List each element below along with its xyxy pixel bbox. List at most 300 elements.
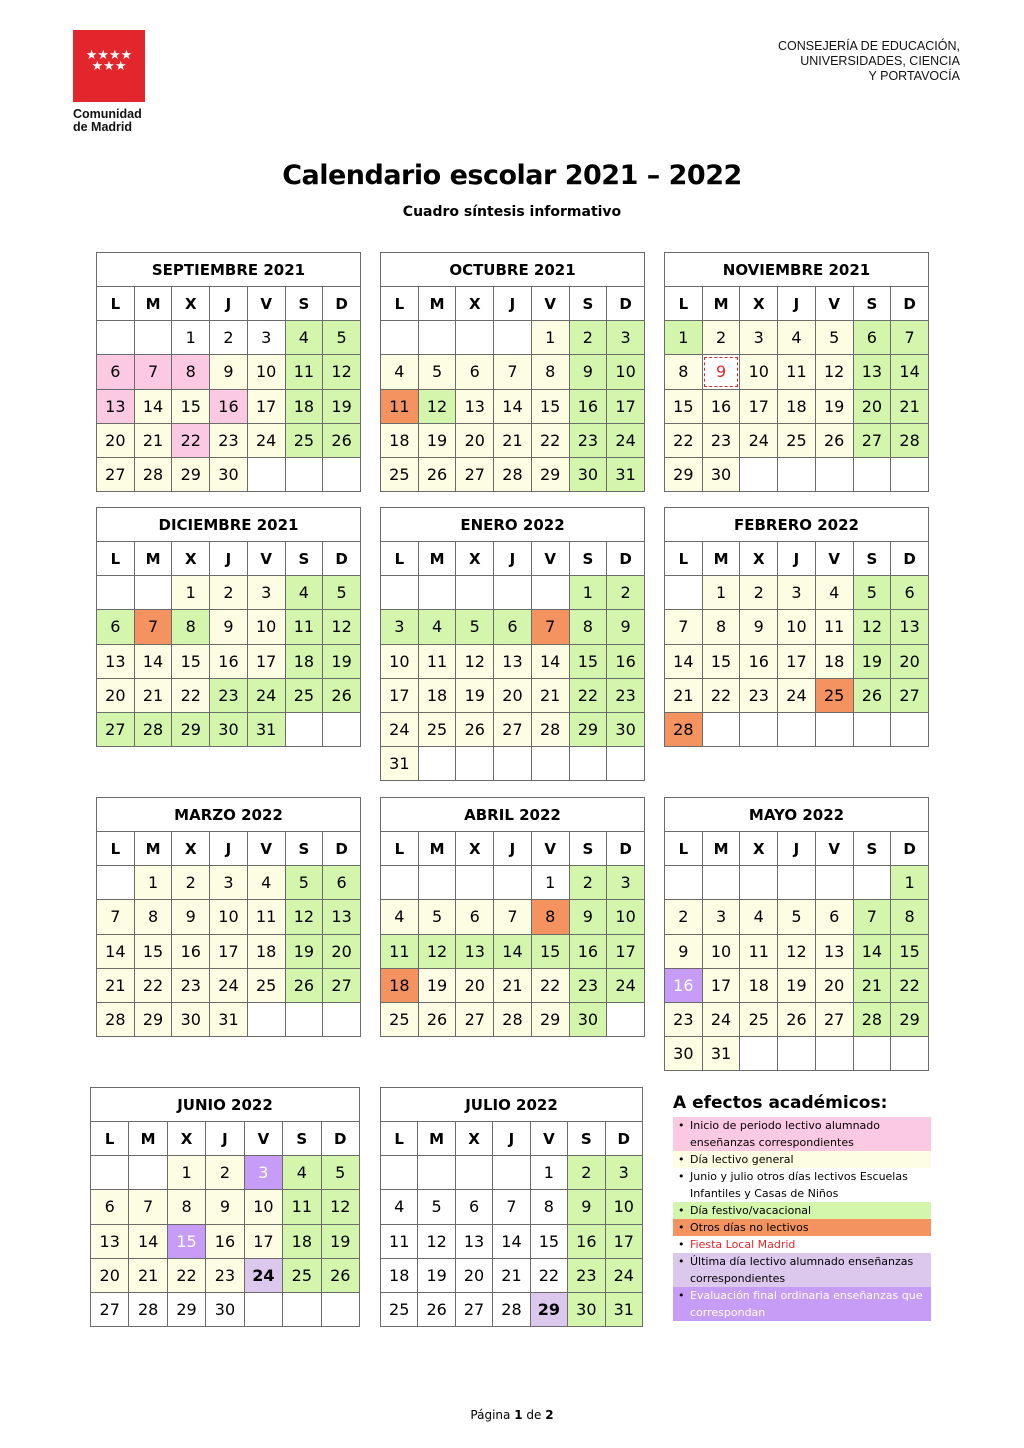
day-cell: 12: [418, 389, 456, 423]
day-cell: 17: [605, 1224, 642, 1258]
day-cell: 3: [740, 321, 778, 355]
day-cell: 23: [569, 968, 607, 1002]
month-calendar: [96, 507, 361, 747]
day-cell: 3: [244, 1156, 282, 1190]
day-cell: 13: [815, 934, 853, 968]
weekday-header: J: [494, 287, 532, 321]
day-cell: 1: [891, 866, 929, 900]
day-cell: 18: [283, 1224, 321, 1258]
department-line-1: CONSEJERÍA DE EDUCACIÓN,: [778, 39, 960, 53]
day-cell: 23: [702, 423, 740, 457]
weekday-header: L: [381, 1122, 418, 1156]
week-row: [665, 423, 929, 457]
day-cell: 7: [134, 355, 172, 389]
day-cell: 2: [569, 866, 607, 900]
day-cell: 1: [530, 1156, 567, 1190]
empty-cell: [891, 1037, 929, 1071]
day-cell: 22: [569, 678, 607, 712]
day-cell: 23: [568, 1258, 605, 1292]
day-cell: 2: [702, 321, 740, 355]
day-cell: 1: [665, 321, 703, 355]
day-cell: 30: [607, 712, 645, 746]
week-row: [665, 355, 929, 389]
weekday-header: D: [323, 832, 361, 866]
legend-item: • Última día lectivo alumnado enseñanzas correspondientes: [673, 1253, 931, 1287]
weekday-header: M: [702, 287, 740, 321]
day-cell: 30: [210, 712, 248, 746]
legend-item: • Inicio de periodo lectivo alumnado enseñanzas correspondientes: [673, 1117, 931, 1151]
day-cell: 23: [210, 423, 248, 457]
week-row: [665, 866, 929, 900]
day-cell: 30: [665, 1037, 703, 1071]
day-cell: 20: [891, 644, 929, 678]
day-cell: 24: [247, 678, 285, 712]
day-cell: 2: [206, 1156, 244, 1190]
weekday-header: D: [323, 287, 361, 321]
day-cell: 16: [702, 389, 740, 423]
empty-cell: [494, 747, 532, 781]
day-cell: 16: [206, 1224, 244, 1258]
empty-cell: [97, 576, 135, 610]
weekday-header: L: [381, 287, 419, 321]
weekday-header: X: [456, 832, 494, 866]
day-cell: 15: [172, 389, 210, 423]
day-cell: 4: [381, 1190, 418, 1224]
weekday-header: J: [778, 832, 816, 866]
day-cell: 9: [665, 934, 703, 968]
weekday-header: D: [891, 287, 929, 321]
day-cell: 2: [210, 321, 248, 355]
day-cell: 27: [455, 1292, 492, 1326]
empty-cell: [244, 1292, 282, 1326]
empty-cell: [456, 321, 494, 355]
weekday-header: M: [129, 1122, 167, 1156]
weekday-header: M: [418, 1122, 455, 1156]
empty-cell: [531, 747, 569, 781]
day-cell: 23: [569, 423, 607, 457]
day-cell: 7: [494, 355, 532, 389]
empty-cell: [815, 457, 853, 491]
day-cell: 30: [569, 1002, 607, 1036]
day-cell: 8: [530, 1190, 567, 1224]
month-name: OCTUBRE 2021: [381, 253, 645, 287]
day-cell: 6: [91, 1190, 129, 1224]
day-cell: 6: [456, 900, 494, 934]
empty-cell: [323, 457, 361, 491]
day-cell: 19: [323, 644, 361, 678]
day-cell: 28: [494, 457, 532, 491]
day-cell: 25: [283, 1258, 321, 1292]
day-cell: 16: [210, 389, 248, 423]
day-cell: 20: [456, 968, 494, 1002]
empty-cell: [778, 457, 816, 491]
week-row: [381, 747, 645, 781]
day-cell: 11: [285, 355, 323, 389]
day-cell: 26: [323, 423, 361, 457]
day-cell: 16: [607, 644, 645, 678]
day-cell: 27: [815, 1002, 853, 1036]
day-cell: 9: [210, 610, 248, 644]
day-cell: 25: [740, 1002, 778, 1036]
day-cell: 18: [247, 934, 285, 968]
empty-cell: [778, 712, 816, 746]
day-cell: 24: [778, 678, 816, 712]
day-cell: 17: [247, 644, 285, 678]
day-cell: 27: [456, 457, 494, 491]
weekday-header: S: [853, 542, 891, 576]
day-cell: 5: [323, 576, 361, 610]
day-cell: 15: [172, 644, 210, 678]
day-cell: 30: [210, 457, 248, 491]
month-name: MAYO 2022: [665, 798, 929, 832]
day-cell: 21: [134, 423, 172, 457]
footer-page-number: 1: [514, 1408, 523, 1422]
day-cell: 1: [167, 1156, 205, 1190]
week-row: [381, 576, 645, 610]
day-cell: 24: [381, 712, 419, 746]
week-row: [97, 900, 361, 934]
day-cell: 11: [740, 934, 778, 968]
week-row: [97, 644, 361, 678]
day-cell: 11: [283, 1190, 321, 1224]
empty-cell: [740, 866, 778, 900]
day-cell: 25: [285, 678, 323, 712]
weekday-header: L: [97, 542, 135, 576]
day-cell: 10: [210, 900, 248, 934]
empty-cell: [381, 576, 419, 610]
day-cell: 14: [665, 644, 703, 678]
day-cell: 9: [702, 355, 740, 389]
day-cell: 16: [210, 644, 248, 678]
week-row: [381, 900, 645, 934]
empty-cell: [607, 747, 645, 781]
day-cell: 7: [665, 610, 703, 644]
empty-cell: [853, 457, 891, 491]
week-row: [381, 968, 645, 1002]
week-row: [381, 389, 645, 423]
day-cell: 6: [853, 321, 891, 355]
day-cell: 21: [494, 968, 532, 1002]
day-cell: 22: [665, 423, 703, 457]
week-row: [97, 423, 361, 457]
week-row: [381, 866, 645, 900]
day-cell: 16: [569, 934, 607, 968]
weekday-header: D: [891, 542, 929, 576]
empty-cell: [494, 576, 532, 610]
week-row: [97, 389, 361, 423]
day-cell: 4: [381, 355, 419, 389]
day-cell: 26: [456, 712, 494, 746]
day-cell: 31: [210, 1002, 248, 1036]
empty-cell: [418, 747, 456, 781]
page-footer: [0, 1408, 1024, 1422]
day-cell: 5: [285, 866, 323, 900]
day-cell: 28: [134, 712, 172, 746]
day-cell: 16: [740, 644, 778, 678]
weekday-header: L: [381, 832, 419, 866]
weekday-header: S: [853, 287, 891, 321]
day-cell: 29: [665, 457, 703, 491]
weekday-header: D: [607, 832, 645, 866]
day-cell: 4: [247, 866, 285, 900]
day-cell: 30: [569, 457, 607, 491]
week-row: [97, 678, 361, 712]
day-cell: 9: [206, 1190, 244, 1224]
day-cell: 14: [891, 355, 929, 389]
day-cell: 11: [285, 610, 323, 644]
day-cell: 3: [247, 321, 285, 355]
weekday-header: X: [740, 287, 778, 321]
day-cell: 4: [418, 610, 456, 644]
empty-cell: [815, 866, 853, 900]
weekday-header: V: [247, 287, 285, 321]
day-cell: 3: [607, 866, 645, 900]
day-cell: 31: [607, 457, 645, 491]
day-cell: 21: [891, 389, 929, 423]
month-calendar: [380, 1087, 643, 1327]
day-cell: 23: [172, 968, 210, 1002]
day-cell: 10: [607, 355, 645, 389]
weekday-header: M: [134, 832, 172, 866]
week-row: [665, 678, 929, 712]
empty-cell: [91, 1156, 129, 1190]
day-cell: 29: [167, 1292, 205, 1326]
day-cell: 5: [418, 1190, 455, 1224]
day-cell: 20: [455, 1258, 492, 1292]
day-cell: 14: [493, 1224, 530, 1258]
day-cell: 17: [607, 389, 645, 423]
day-cell: 26: [815, 423, 853, 457]
legend-item: • Fiesta Local Madrid: [673, 1236, 931, 1253]
weekday-header: D: [607, 542, 645, 576]
day-cell: 30: [172, 1002, 210, 1036]
empty-cell: [665, 866, 703, 900]
empty-cell: [247, 1002, 285, 1036]
day-cell: 31: [702, 1037, 740, 1071]
day-cell: 14: [97, 934, 135, 968]
day-cell: 21: [665, 678, 703, 712]
month-calendar: [96, 797, 361, 1037]
weekday-header: J: [494, 832, 532, 866]
month-calendar: [664, 252, 929, 492]
empty-cell: [456, 747, 494, 781]
day-cell: 16: [665, 968, 703, 1002]
day-cell: 4: [285, 321, 323, 355]
day-cell: 8: [702, 610, 740, 644]
day-cell: 13: [91, 1224, 129, 1258]
day-cell: 10: [702, 934, 740, 968]
day-cell: 18: [381, 423, 419, 457]
month-name: FEBRERO 2022: [665, 508, 929, 542]
legend-title: A efectos académicos:: [673, 1093, 888, 1113]
day-cell: 19: [418, 1258, 455, 1292]
empty-cell: [740, 712, 778, 746]
month-calendar: [664, 507, 929, 747]
month-name: JUNIO 2022: [91, 1088, 360, 1122]
logo-line-1: Comunidad: [73, 107, 142, 121]
week-row: [97, 712, 361, 746]
day-cell: 12: [418, 1224, 455, 1258]
day-cell: 17: [702, 968, 740, 1002]
weekday-header: L: [97, 287, 135, 321]
empty-cell: [493, 1156, 530, 1190]
day-cell: 5: [853, 576, 891, 610]
day-cell: 2: [210, 576, 248, 610]
day-cell: 11: [381, 389, 419, 423]
day-cell: 24: [605, 1258, 642, 1292]
week-row: [665, 576, 929, 610]
week-row: [381, 321, 645, 355]
empty-cell: [455, 1156, 492, 1190]
day-cell: 4: [815, 576, 853, 610]
day-cell: 21: [493, 1258, 530, 1292]
week-row: [97, 934, 361, 968]
day-cell: 1: [172, 576, 210, 610]
day-cell: 17: [778, 644, 816, 678]
weekday-header: J: [494, 542, 532, 576]
weekday-header: V: [247, 832, 285, 866]
day-cell: 24: [607, 423, 645, 457]
week-row: [381, 1258, 643, 1292]
day-cell: 29: [569, 712, 607, 746]
week-row: [91, 1190, 360, 1224]
day-cell: 20: [853, 389, 891, 423]
day-cell: 3: [605, 1156, 642, 1190]
day-cell: 24: [740, 423, 778, 457]
day-cell: 9: [569, 355, 607, 389]
weekday-header: X: [172, 542, 210, 576]
weekday-header: J: [206, 1122, 244, 1156]
day-cell: 30: [206, 1292, 244, 1326]
day-cell: 5: [418, 355, 456, 389]
day-cell: 5: [815, 321, 853, 355]
day-cell: 10: [605, 1190, 642, 1224]
empty-cell: [418, 576, 456, 610]
week-row: [97, 321, 361, 355]
day-cell: 10: [247, 355, 285, 389]
day-cell: 7: [493, 1190, 530, 1224]
day-cell: 3: [247, 576, 285, 610]
empty-cell: [381, 321, 419, 355]
weekday-header: J: [778, 287, 816, 321]
weekday-header: V: [815, 287, 853, 321]
day-cell: 13: [97, 644, 135, 678]
day-cell: 27: [494, 712, 532, 746]
day-cell: 11: [381, 1224, 418, 1258]
empty-cell: [381, 866, 419, 900]
day-cell: 20: [97, 423, 135, 457]
week-row: [381, 423, 645, 457]
day-cell: 15: [702, 644, 740, 678]
empty-cell: [418, 1156, 455, 1190]
day-cell: 19: [418, 423, 456, 457]
day-cell: 2: [665, 900, 703, 934]
month-name: ABRIL 2022: [381, 798, 645, 832]
day-cell: 13: [456, 389, 494, 423]
day-cell: 21: [97, 968, 135, 1002]
day-cell: 15: [891, 934, 929, 968]
day-cell: 22: [891, 968, 929, 1002]
day-cell: 16: [568, 1224, 605, 1258]
week-row: [381, 678, 645, 712]
day-cell: 10: [244, 1190, 282, 1224]
weekday-header: S: [568, 1122, 605, 1156]
day-cell: 15: [665, 389, 703, 423]
day-cell: 12: [285, 900, 323, 934]
day-cell: 19: [321, 1224, 359, 1258]
day-cell: 11: [778, 355, 816, 389]
department-name: [778, 39, 960, 84]
day-cell: 1: [172, 321, 210, 355]
weekday-header: D: [891, 832, 929, 866]
day-cell: 19: [815, 389, 853, 423]
day-cell: 2: [568, 1156, 605, 1190]
weekday-header: X: [456, 287, 494, 321]
day-cell: 22: [172, 678, 210, 712]
weekday-header: D: [607, 287, 645, 321]
day-cell: 24: [607, 968, 645, 1002]
day-cell: 8: [569, 610, 607, 644]
day-cell: 8: [891, 900, 929, 934]
day-cell: 24: [210, 968, 248, 1002]
week-row: [665, 389, 929, 423]
day-cell: 12: [418, 934, 456, 968]
day-cell: 23: [607, 678, 645, 712]
day-cell: 6: [494, 610, 532, 644]
day-cell: 19: [285, 934, 323, 968]
day-cell: 14: [129, 1224, 167, 1258]
stars-icon: ★★★★ ★★★: [85, 48, 133, 74]
day-cell: 25: [381, 1292, 418, 1326]
weekday-header: L: [381, 542, 419, 576]
weekday-header: V: [244, 1122, 282, 1156]
day-cell: 22: [531, 968, 569, 1002]
empty-cell: [247, 457, 285, 491]
day-cell: 28: [493, 1292, 530, 1326]
day-cell: 10: [607, 900, 645, 934]
weekday-header: V: [531, 287, 569, 321]
day-cell: 14: [853, 934, 891, 968]
empty-cell: [853, 712, 891, 746]
day-cell: 24: [244, 1258, 282, 1292]
day-cell: 11: [418, 644, 456, 678]
day-cell: 31: [605, 1292, 642, 1326]
weekday-header: J: [493, 1122, 530, 1156]
day-cell: 5: [456, 610, 494, 644]
day-cell: 12: [778, 934, 816, 968]
day-cell: 26: [418, 457, 456, 491]
weekday-header: V: [247, 542, 285, 576]
day-cell: 22: [531, 423, 569, 457]
day-cell: 22: [172, 423, 210, 457]
day-cell: 13: [494, 644, 532, 678]
empty-cell: [381, 1156, 418, 1190]
empty-cell: [134, 576, 172, 610]
weekday-header: M: [418, 542, 456, 576]
day-cell: 29: [531, 457, 569, 491]
week-row: [381, 355, 645, 389]
footer-prefix: Página: [470, 1408, 515, 1422]
day-cell: 8: [665, 355, 703, 389]
empty-cell: [97, 321, 135, 355]
day-cell: 18: [418, 678, 456, 712]
day-cell: 26: [285, 968, 323, 1002]
day-cell: 26: [853, 678, 891, 712]
day-cell: 7: [134, 610, 172, 644]
weekday-header: X: [167, 1122, 205, 1156]
day-cell: 28: [853, 1002, 891, 1036]
day-cell: 17: [607, 934, 645, 968]
